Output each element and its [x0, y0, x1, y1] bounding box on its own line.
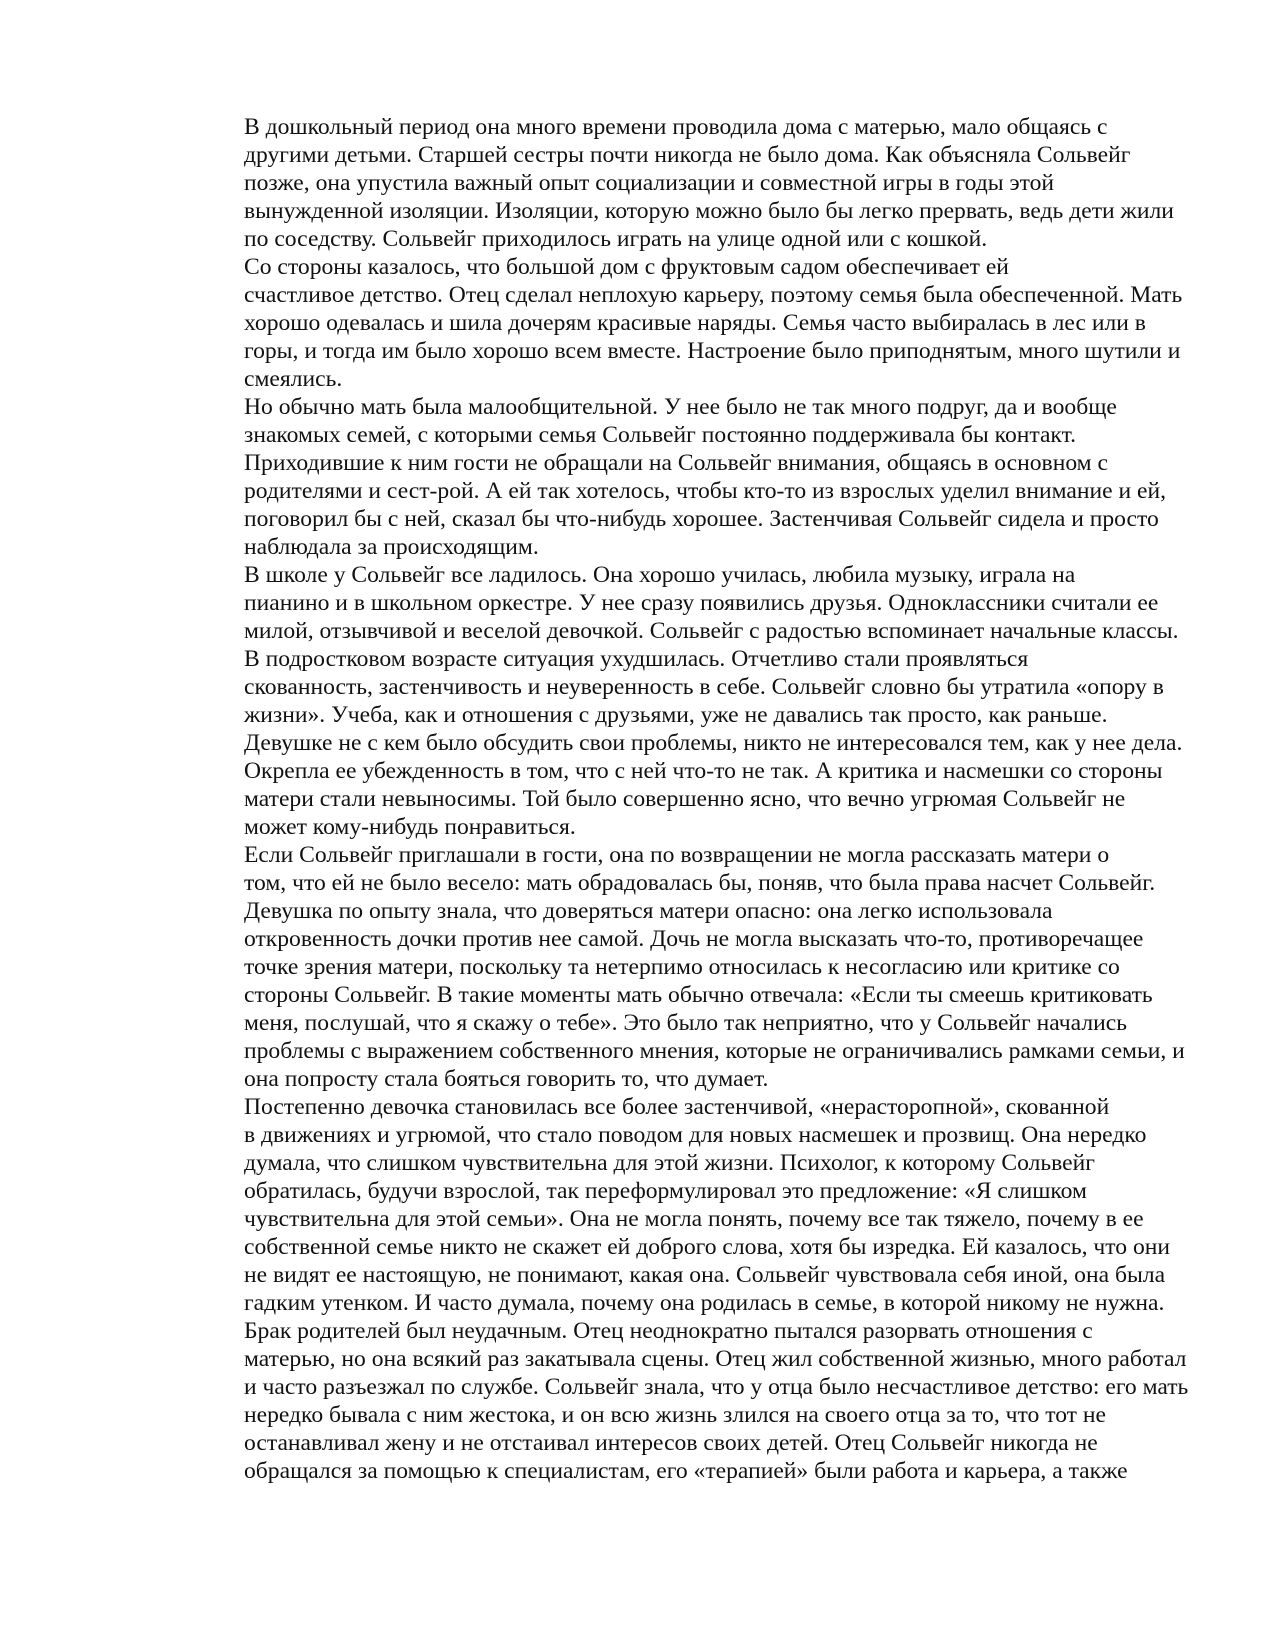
- text-line: откровенность дочки против нее самой. Дочь не могла высказать что-то, противоречащее: [244, 926, 1144, 952]
- text-line: чувствительна для этой семьи». Она не могла понять, почему все так тяжело, почему в ее: [244, 1206, 1144, 1232]
- text-line: точке зрения матери, поскольку та нетерпимо относилась к несогласию или критике со: [244, 954, 1120, 980]
- text-line: хорошо одевалась и шила дочерям красивые наряды. Семья часто выбиралась в лес или в: [244, 310, 1146, 336]
- paragraph-7: [174, 1093, 1174, 1317]
- text-line: Окрепла ее убежденность в том, что с ней что-то не так. А критика и насмешки со стороны: [244, 758, 1163, 784]
- text-line: меня, послушай, что я скажу о тебе». Это было так неприятно, что у Сольвейг начались: [244, 1010, 1127, 1036]
- paragraph-8: [174, 1317, 1189, 1485]
- text-line: матерью, но она всякий раз закатывала сцены. Отец жил собственной жизнью, много работал: [244, 1346, 1187, 1372]
- text-line: и часто разъезжал по службе. Сольвейг знала, что у отца было несчастливое детство: его мать: [244, 1374, 1189, 1400]
- paragraph-5: [174, 645, 1183, 841]
- text-line: В школе у Сольвейг все ладилось. Она хорошо училась, любила музыку, играла на: [244, 562, 1076, 588]
- text-line: думала, что слишком чувствительна для этой жизни. Психолог, к которому Сольвейг: [244, 1150, 1095, 1176]
- text-line: по соседству. Сольвейг приходилось играть на улице одной или с кошкой.: [244, 226, 988, 252]
- text-line: скованность, застенчивость и неуверенность в себе. Сольвейг словно бы утратила «опору в: [244, 674, 1164, 700]
- text-line: том, что ей не было весело: мать обрадовалась бы, поняв, что была права насчет Сольвейг.: [244, 870, 1156, 896]
- text-line: Но обычно мать была малообщительной. У нее было не так много подруг, да и вообще: [244, 394, 1117, 420]
- text-line: другими детьми. Старшей сестры почти никогда не было дома. Как объясняла Сольвейг: [244, 142, 1131, 168]
- text-line: обратилась, будучи взрослой, так переформулировал это предложение: «Я слишком: [244, 1178, 1087, 1204]
- paragraph-3: [174, 393, 1174, 561]
- text-line: проблемы с выражением собственного мнения, которые не ограничивались рамками семьи, и: [244, 1038, 1185, 1064]
- text-line: в движениях и угрюмой, что стало поводом для новых насмешек и прозвищ. Она нередко: [244, 1122, 1147, 1148]
- text-line: не видят ее настоящую, не понимают, какая она. Сольвейг чувствовала себя иной, она была: [244, 1262, 1166, 1288]
- text-line: Приходившие к ним гости не обращали на Сольвейг внимания, общаясь в основном с: [244, 450, 1108, 476]
- text-line: останавливал жену и не отстаивал интересов своих детей. Отец Сольвейг никогда не: [244, 1430, 1098, 1456]
- text-line: Брак родителей был неудачным. Отец неоднократно пытался разорвать отношения с: [244, 1318, 1093, 1344]
- text-line: Со стороны казалось, что большой дом с фруктовым садом обеспечивает ей: [244, 254, 1009, 280]
- paragraph-6: [174, 841, 1185, 1093]
- text-line: милой, отзывчивой и веселой девочкой. Сольвейг с радостью вспоминает начальные классы.: [244, 618, 1179, 644]
- text-line: Постепенно девочка становилась все более застенчивой, «нерасторопной», скованной: [244, 1094, 1110, 1120]
- text-line: горы, и тогда им было хорошо всем вместе. Настроение было приподнятым, много шутили и: [244, 338, 1181, 364]
- text-line: собственной семье никто не скажет ей доброго слова, хотя бы изредка. Ей казалось, что они: [244, 1234, 1171, 1260]
- text-line: жизни». Учеба, как и отношения с друзьями, уже не давались так просто, как раньше.: [244, 702, 1108, 728]
- text-line: В подростковом возрасте ситуация ухудшилась. Отчетливо стали проявляться: [244, 646, 1029, 672]
- text-line: Если Сольвейг приглашали в гости, она по возвращении не могла рассказать матери о: [244, 842, 1110, 868]
- text-line: обращался за помощью к специалистам, его «терапией» были работа и карьера, а также: [244, 1458, 1128, 1484]
- text-line: пианино и в школьном оркестре. У нее сразу появились друзья. Одноклассники считали ее: [244, 590, 1159, 616]
- text-line: вынужденной изоляции. Изоляции, которую можно было бы легко прервать, ведь дети жили: [244, 198, 1174, 224]
- text-line: стороны Сольвейг. В такие моменты мать обычно отвечала: «Если ты смеешь критиковать: [244, 982, 1153, 1008]
- text-line: поговорил бы с ней, сказал бы что-нибудь хорошее. Застенчивая Сольвейг сидела и просто: [244, 506, 1159, 532]
- text-line: она попросту стала бояться говорить то, что думает.: [244, 1066, 769, 1092]
- paragraph-2: [174, 253, 1183, 393]
- text-line: может кому-нибудь понравиться.: [244, 814, 576, 840]
- text-line: Девушка по опыту знала, что доверяться матери опасно: она легко использовала: [244, 898, 1053, 924]
- text-line: Девушке не с кем было обсудить свои проблемы, никто не интересовался тем, как у нее дела.: [244, 730, 1183, 756]
- text-line: гадким утенком. И часто думала, почему она родилась в семье, в которой никому не нужна.: [244, 1290, 1165, 1316]
- paragraph-4: [174, 561, 1179, 645]
- text-line: знакомых семей, с которыми семья Сольвейг постоянно поддерживала бы контакт.: [244, 422, 1077, 448]
- text-line: матери стали невыносимы. Той было совершенно ясно, что вечно угрюмая Сольвейг не: [244, 786, 1126, 812]
- text-line: наблюдала за происходящим.: [244, 534, 539, 560]
- text-line: нередко бывала с ним жестока, и он всю жизнь злился на своего отца за то, что тот не: [244, 1402, 1106, 1428]
- text-line: смеялись.: [244, 366, 343, 392]
- text-line: позже, она упустила важный опыт социализации и совместной игры в годы этой: [244, 170, 1055, 196]
- text-line: родителями и сест-рой. А ей так хотелось, чтобы кто-то из взрослых уделил внимание и ей,: [244, 478, 1166, 504]
- document-page: [174, 113, 1189, 1485]
- paragraph-1: [174, 113, 1174, 253]
- text-line: счастливое детство. Отец сделал неплохую карьеру, поэтому семья была обеспеченной. Мать: [244, 282, 1183, 308]
- text-line: В дошкольный период она много времени проводила дома с матерью, мало общаясь с: [244, 114, 1108, 140]
